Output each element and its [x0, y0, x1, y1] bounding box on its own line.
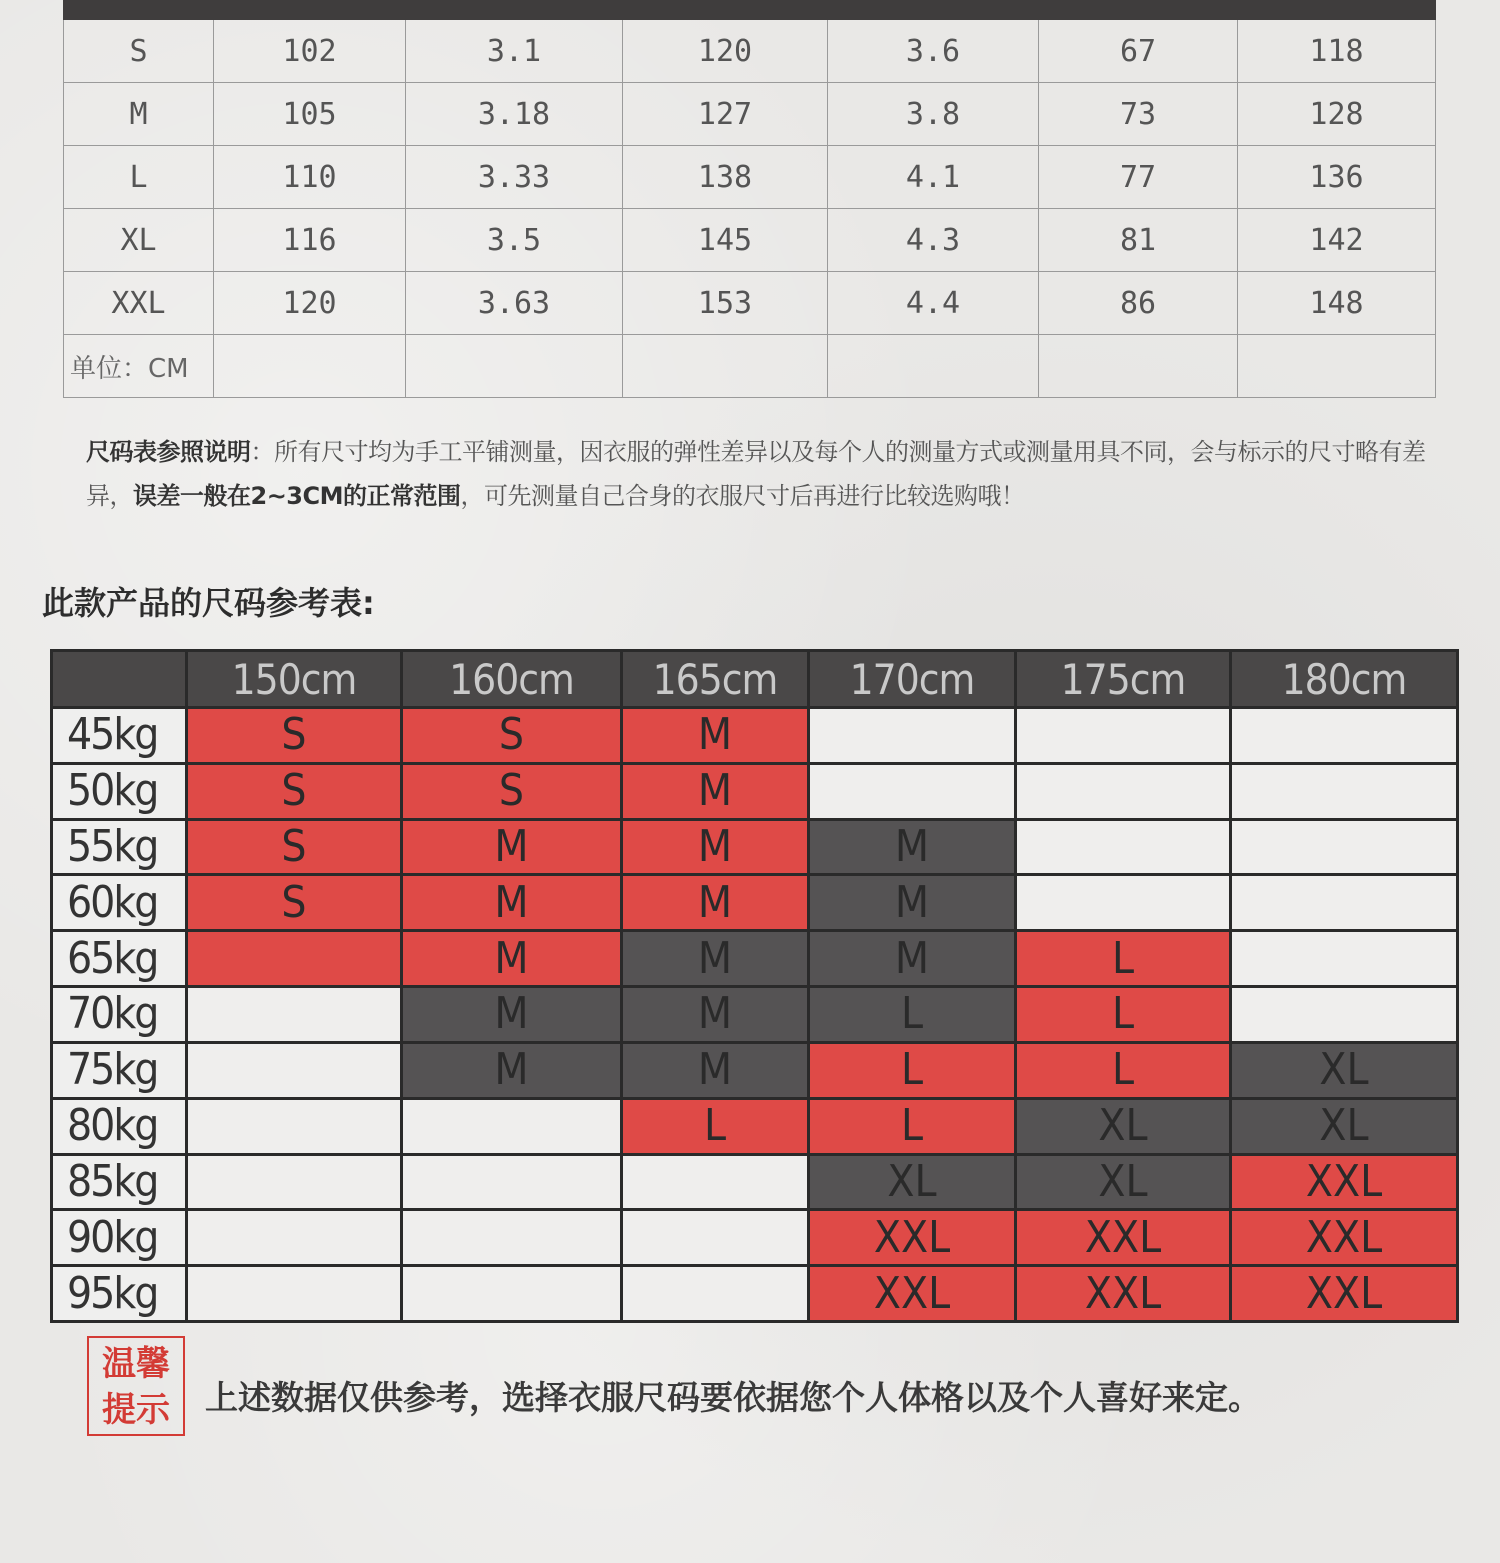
tip-text: 上述数据仅供参考，选择衣服尺码要依据您个人体格以及个人喜好来定。 [205, 1378, 1261, 1417]
measurement-cell: 145 [623, 209, 828, 272]
size-cell [187, 1266, 402, 1322]
size-cell: L [809, 1098, 1016, 1154]
table-row [52, 875, 1458, 931]
size-cell [1016, 819, 1231, 875]
measurement-cell: 118 [1238, 20, 1436, 83]
measurement-table-body [64, 20, 1436, 398]
tip-stamp [87, 1336, 185, 1436]
size-cell: XXL [1016, 1266, 1231, 1322]
measurement-header-cell [1238, 0, 1436, 20]
table-row [52, 708, 1458, 764]
table-row [64, 209, 1436, 272]
height-header-cell: 150cm [187, 651, 402, 708]
size-note-lead: 尺码表参照说明 [86, 438, 251, 466]
height-header-cell: 170cm [809, 651, 1016, 708]
size-cell [622, 1154, 809, 1210]
measurement-header-cell [623, 0, 828, 20]
height-header-cell: 165cm [622, 651, 809, 708]
size-cell: S [187, 819, 402, 875]
measurement-cell: 3.6 [828, 20, 1039, 83]
size-cell [622, 1210, 809, 1266]
size-cell [187, 1098, 402, 1154]
measurement-cell: 102 [214, 20, 406, 83]
size-note-text-1: ：所有尺寸均为手工平铺测量，因衣服的弹性差异以及每个人的测量方式或测量用具不同，会与标示的尺寸略有差异， [86, 438, 1426, 510]
height-header-cell: 180cm [1231, 651, 1458, 708]
size-cell: M [809, 819, 1016, 875]
measurement-cell: 3.1 [406, 20, 623, 83]
size-cell [1231, 819, 1458, 875]
size-cell: M [402, 1042, 622, 1098]
table-row [52, 763, 1458, 819]
size-cell [1016, 763, 1231, 819]
measurement-cell: 148 [1238, 272, 1436, 335]
measurement-cell: 142 [1238, 209, 1436, 272]
unit-label: 单位：CM [64, 335, 214, 398]
empty-cell [406, 335, 623, 398]
weight-label-cell: 70kg [52, 987, 187, 1043]
size-note [86, 430, 1426, 518]
size-cell: XL [1231, 1098, 1458, 1154]
weight-label-cell: 65kg [52, 931, 187, 987]
weight-label-cell: 55kg [52, 819, 187, 875]
table-row [64, 20, 1436, 83]
size-cell: XXL [1231, 1210, 1458, 1266]
measurement-header-cell [828, 0, 1039, 20]
measurement-cell: 3.5 [406, 209, 623, 272]
size-cell: XXL [809, 1210, 1016, 1266]
size-cell: S [187, 708, 402, 764]
size-grid-header [52, 651, 1458, 708]
size-cell: S [187, 875, 402, 931]
size-cell: XXL [1231, 1154, 1458, 1210]
table-row [64, 146, 1436, 209]
size-cell [187, 1210, 402, 1266]
size-label-cell: L [64, 146, 214, 209]
table-row [64, 272, 1436, 335]
size-cell: M [402, 987, 622, 1043]
empty-cell [828, 335, 1039, 398]
grid-corner-cell [52, 651, 187, 708]
size-cell: M [622, 708, 809, 764]
size-cell [187, 1042, 402, 1098]
size-cell [187, 1154, 402, 1210]
weight-label-cell: 45kg [52, 708, 187, 764]
weight-label-cell: 75kg [52, 1042, 187, 1098]
size-cell: XL [1016, 1098, 1231, 1154]
size-cell: L [809, 1042, 1016, 1098]
size-cell: M [622, 931, 809, 987]
size-label-cell: S [64, 20, 214, 83]
size-cell: XXL [809, 1266, 1016, 1322]
measurement-cell: 77 [1039, 146, 1238, 209]
table-row [52, 819, 1458, 875]
size-cell: L [622, 1098, 809, 1154]
measurement-cell: 4.4 [828, 272, 1039, 335]
weight-label-cell: 85kg [52, 1154, 187, 1210]
measurement-cell: 3.33 [406, 146, 623, 209]
size-cell: M [402, 931, 622, 987]
measurement-cell: 110 [214, 146, 406, 209]
measurement-cell: 86 [1039, 272, 1238, 335]
empty-cell [1039, 335, 1238, 398]
empty-cell [1238, 335, 1436, 398]
size-label-cell: XXL [64, 272, 214, 335]
measurement-cell: 4.1 [828, 146, 1039, 209]
size-cell: M [622, 819, 809, 875]
measurement-header-cell [214, 0, 406, 20]
size-cell: S [402, 763, 622, 819]
size-cell [402, 1098, 622, 1154]
table-row [52, 1154, 1458, 1210]
measurement-header-cell [406, 0, 623, 20]
weight-label-cell: 80kg [52, 1098, 187, 1154]
size-cell: XL [809, 1154, 1016, 1210]
table-row [52, 1266, 1458, 1322]
size-grid-body [52, 708, 1458, 1322]
size-cell: S [187, 763, 402, 819]
table-row [64, 83, 1436, 146]
measurement-table [63, 0, 1436, 398]
size-note-text-2: ，可先测量自己合身的衣服尺寸后再进行比较选购哦！ [460, 482, 1025, 510]
size-cell [402, 1210, 622, 1266]
size-cell: XXL [1016, 1210, 1231, 1266]
size-cell: M [622, 875, 809, 931]
size-reference-grid [50, 649, 1459, 1323]
size-cell: M [402, 875, 622, 931]
table-row [52, 1042, 1458, 1098]
measurement-cell: 67 [1039, 20, 1238, 83]
weight-label-cell: 90kg [52, 1210, 187, 1266]
height-header-cell: 175cm [1016, 651, 1231, 708]
size-cell [809, 708, 1016, 764]
weight-label-cell: 95kg [52, 1266, 187, 1322]
measurement-cell: 127 [623, 83, 828, 146]
size-cell [1016, 875, 1231, 931]
measurement-cell: 73 [1039, 83, 1238, 146]
size-cell: M [622, 763, 809, 819]
size-cell [1016, 708, 1231, 764]
table-row [52, 931, 1458, 987]
tip-stamp-line-1: 温馨 [102, 1344, 170, 1384]
measurement-table-header [64, 0, 1436, 20]
measurement-cell: 3.18 [406, 83, 623, 146]
measurement-cell: 120 [623, 20, 828, 83]
size-cell [1231, 763, 1458, 819]
size-cell [809, 763, 1016, 819]
height-header-cell: 160cm [402, 651, 622, 708]
size-cell: L [1016, 931, 1231, 987]
size-cell: M [809, 931, 1016, 987]
size-cell: M [402, 819, 622, 875]
empty-cell [623, 335, 828, 398]
size-cell [187, 931, 402, 987]
table-row [52, 1210, 1458, 1266]
measurement-cell: 120 [214, 272, 406, 335]
table-row [52, 1098, 1458, 1154]
size-cell [1231, 987, 1458, 1043]
measurement-cell: 81 [1039, 209, 1238, 272]
size-cell: XXL [1231, 1266, 1458, 1322]
size-cell: XL [1016, 1154, 1231, 1210]
size-label-cell: XL [64, 209, 214, 272]
size-note-emphasis: 误差一般在2~3CM的正常范围 [133, 482, 461, 510]
size-cell [1231, 875, 1458, 931]
size-label-cell: M [64, 83, 214, 146]
measurement-cell: 138 [623, 146, 828, 209]
size-cell: L [1016, 1042, 1231, 1098]
empty-cell [214, 335, 406, 398]
tip-stamp-line-2: 提示 [102, 1390, 170, 1430]
size-cell [187, 987, 402, 1043]
weight-label-cell: 50kg [52, 763, 187, 819]
measurement-cell: 105 [214, 83, 406, 146]
measurement-header-cell [64, 0, 214, 20]
size-cell [1231, 931, 1458, 987]
size-cell: M [622, 1042, 809, 1098]
size-cell: XL [1231, 1042, 1458, 1098]
measurement-header-cell [1039, 0, 1238, 20]
measurement-cell: 3.8 [828, 83, 1039, 146]
weight-label-cell: 60kg [52, 875, 187, 931]
size-cell [1231, 708, 1458, 764]
measurement-cell: 3.63 [406, 272, 623, 335]
size-cell: M [809, 875, 1016, 931]
measurement-cell: 4.3 [828, 209, 1039, 272]
table-row [52, 987, 1458, 1043]
size-cell: L [809, 987, 1016, 1043]
table-row-unit [64, 335, 1436, 398]
measurement-cell: 136 [1238, 146, 1436, 209]
size-cell [402, 1154, 622, 1210]
size-cell: M [622, 987, 809, 1043]
measurement-cell: 128 [1238, 83, 1436, 146]
measurement-cell: 153 [623, 272, 828, 335]
size-cell [622, 1266, 809, 1322]
size-cell: S [402, 708, 622, 764]
section-title: 此款产品的尺码参考表: [42, 584, 375, 622]
measurement-cell: 116 [214, 209, 406, 272]
size-cell [402, 1266, 622, 1322]
size-cell: L [1016, 987, 1231, 1043]
